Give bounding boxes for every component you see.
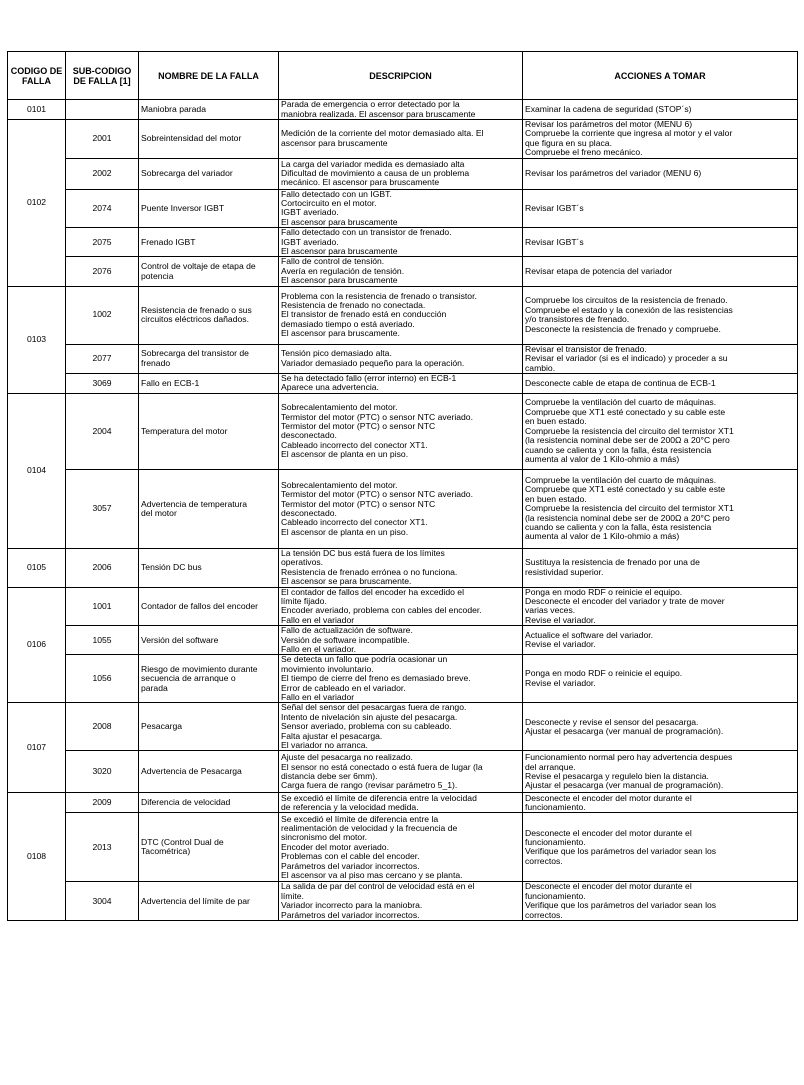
fault-name-cell: Sobrecarga del variador xyxy=(139,158,279,189)
table-row xyxy=(8,120,798,159)
fault-name-cell: Maniobra parada xyxy=(139,100,279,120)
fault-name-cell: Diferencia de velocidad xyxy=(139,793,279,813)
fault-code-cell: 0101 xyxy=(8,100,66,120)
actions-cell: Ponga en modo RDF o reinicie el equipo. Revise el variador. xyxy=(523,655,798,703)
subcode-cell: 2076 xyxy=(66,257,139,286)
subcode-cell: 2013 xyxy=(66,813,139,882)
actions-cell: Compruebe la ventilación del cuarto de máquinas. Compruebe que XT1 esté conectado y su cable este en buen estado. Compruebe la resistencia del circuito del termistor XT1 (la resistencia nominal debe ser de 200Ω a 20°C pero cuando se calienta y con la falla, ésta resistencia aumenta al valor de 1 Kilo-ohmio a más) xyxy=(523,393,798,469)
table-row xyxy=(8,286,798,344)
description-cell: Se ha detectado fallo (error interno) en ECB-1 Aparece una advertencia. xyxy=(279,373,523,393)
description-cell: Se detecta un fallo que podría ocasionar un movimiento involuntario. El tiempo de cierre del freno es demasiado breve. Error de cableado en el variador. Fallo en el variador xyxy=(279,655,523,703)
table-header xyxy=(8,52,798,100)
table-row xyxy=(8,189,798,228)
actions-cell: Revisar los parámetros del variador (MENU 6) xyxy=(523,158,798,189)
header-subcodigo: SUB-CODIGO DE FALLA [1] xyxy=(66,52,139,100)
subcode-cell: 2009 xyxy=(66,793,139,813)
actions-cell: Revisar el transistor de frenado. Revisar el variador (si es el indicado) y proceder a su cambio. xyxy=(523,344,798,373)
fault-code-cell: 0105 xyxy=(8,548,66,587)
description-cell: Problema con la resistencia de frenado o transistor. Resistencia de frenado no conectada. El transistor de frenado está en conducción demasiado tiempo o está averiado. El ascensor para bruscamente. xyxy=(279,286,523,344)
actions-cell: Compruebe la ventilación del cuarto de máquinas. Compruebe que XT1 esté conectado y su cable este en buen estado. Compruebe la resistencia del circuito del termistor XT1 (la resistencia nominal debe ser de 200Ω a 20°C pero cuando se calienta y con la falla, ésta resistencia aumenta al valor de 1 Kilo-ohmio a más) xyxy=(523,469,798,548)
fault-name-cell: Advertencia del límite de par xyxy=(139,882,279,921)
fault-name-cell: Pesacarga xyxy=(139,703,279,751)
actions-cell: Desconecte el encoder del motor durante el funcionamiento. Verifique que los parámetros del variador sean los correctos. xyxy=(523,882,798,921)
actions-cell: Desconecte cable de etapa de continua de ECB-1 xyxy=(523,373,798,393)
table-row xyxy=(8,393,798,469)
fault-name-cell: DTC (Control Dual de Tacométrica) xyxy=(139,813,279,882)
subcode-cell: 3069 xyxy=(66,373,139,393)
description-cell: La carga del variador medida es demasiado alta Dificultad de movimiento a causa de un problema mecánico. El ascensor para bruscamente xyxy=(279,158,523,189)
fault-code-table xyxy=(7,51,798,921)
fault-code-cell: 0104 xyxy=(8,393,66,548)
actions-cell: Revisar los parámetros del motor (MENU 6) Compruebe la corriente que ingresa al motor y el valor que figura en su placa. Compruebe el freno mecánico. xyxy=(523,120,798,159)
fault-name-cell: Versión del software xyxy=(139,626,279,655)
header-row xyxy=(8,52,798,100)
table-row xyxy=(8,469,798,548)
subcode-cell: 2077 xyxy=(66,344,139,373)
table-row xyxy=(8,373,798,393)
description-cell: Parada de emergencia o error detectado por la maniobra realizada. El ascensor para bruscamente xyxy=(279,100,523,120)
subcode-cell xyxy=(66,100,139,120)
actions-cell: Desconecte el encoder del motor durante el funcionamiento. Verifique que los parámetros del variador sean los correctos. xyxy=(523,813,798,882)
subcode-cell: 3004 xyxy=(66,882,139,921)
subcode-cell: 2004 xyxy=(66,393,139,469)
fault-name-cell: Control de voltaje de etapa de potencia xyxy=(139,257,279,286)
description-cell: Fallo detectado con un IGBT. Cortocircuito en el motor. IGBT averiado. El ascensor para bruscamente xyxy=(279,189,523,228)
fault-name-cell: Riesgo de movimiento durante secuencia de arranque o parada xyxy=(139,655,279,703)
actions-cell: Compruebe los circuitos de la resistencia de frenado. Compruebe el estado y la conexión de las resistencias y/o transistores de frenado. Desconecte la resistencia de frenado y compruebe. xyxy=(523,286,798,344)
actions-cell: Actualice el software del variador. Revise el variador. xyxy=(523,626,798,655)
table-row xyxy=(8,344,798,373)
description-cell: Fallo de control de tensión. Avería en regulación de tensión. El ascensor para bruscamente xyxy=(279,257,523,286)
actions-cell: Ponga en modo RDF o reinicie el equipo. Desconecte el encoder del variador y trate de mover varias veces. Revise el variador. xyxy=(523,587,798,626)
table-body xyxy=(8,100,798,921)
subcode-cell: 2074 xyxy=(66,189,139,228)
table-row xyxy=(8,703,798,751)
header-descripcion: DESCRIPCION xyxy=(279,52,523,100)
fault-name-cell: Contador de fallos del encoder xyxy=(139,587,279,626)
fault-name-cell: Fallo en ECB-1 xyxy=(139,373,279,393)
fault-name-cell: Advertencia de Pesacarga xyxy=(139,751,279,793)
actions-cell: Revisar etapa de potencia del variador xyxy=(523,257,798,286)
description-cell: La salida de par del control de velocidad está en el límite. Variador incorrecto para la maniobra. Parámetros del variador incorrectos. xyxy=(279,882,523,921)
table-row xyxy=(8,793,798,813)
table-row xyxy=(8,626,798,655)
subcode-cell: 2008 xyxy=(66,703,139,751)
subcode-cell: 2002 xyxy=(66,158,139,189)
table-row xyxy=(8,751,798,793)
description-cell: Medición de la corriente del motor demasiado alta. El ascensor para bruscamente xyxy=(279,120,523,159)
table-row xyxy=(8,158,798,189)
table-row xyxy=(8,587,798,626)
description-cell: Señal del sensor del pesacargas fuera de rango. Intento de nivelación sin ajuste del pesacarga. Sensor averiado, problema con su cableado. Falta ajustar el pesacarga. El variador no arranca. xyxy=(279,703,523,751)
description-cell: Fallo detectado con un transistor de frenado. IGBT averiado. El ascensor para bruscamente xyxy=(279,228,523,257)
subcode-cell: 1001 xyxy=(66,587,139,626)
actions-cell: Revisar IGBT´s xyxy=(523,228,798,257)
fault-name-cell: Advertencia de temperatura del motor xyxy=(139,469,279,548)
fault-code-cell: 0106 xyxy=(8,587,66,703)
description-cell: Se excedió el límite de diferencia entre la realimentación de velocidad y la frecuencia de sincronismo del motor. Encoder del motor averiado. Problemas con el cable del encoder. Parámetros del variador incorrectos. El ascensor va al piso mas cercano y se planta. xyxy=(279,813,523,882)
fault-code-cell: 0108 xyxy=(8,793,66,921)
table-row xyxy=(8,257,798,286)
fault-name-cell: Puente Inversor IGBT xyxy=(139,189,279,228)
actions-cell: Desconecte el encoder del motor durante el funcionamiento. xyxy=(523,793,798,813)
subcode-cell: 2075 xyxy=(66,228,139,257)
table-row xyxy=(8,228,798,257)
table-row xyxy=(8,548,798,587)
table-row xyxy=(8,100,798,120)
table-row xyxy=(8,655,798,703)
subcode-cell: 1002 xyxy=(66,286,139,344)
table-row xyxy=(8,813,798,882)
header-codigo: CODIGO DE FALLA xyxy=(8,52,66,100)
table-row xyxy=(8,882,798,921)
header-nombre: NOMBRE DE LA FALLA xyxy=(139,52,279,100)
description-cell: Fallo de actualización de software. Versión de software incompatible. Fallo en el variador. xyxy=(279,626,523,655)
fault-name-cell: Sobrecarga del transistor de frenado xyxy=(139,344,279,373)
fault-code-cell: 0102 xyxy=(8,120,66,287)
fault-name-cell: Resistencia de frenado o sus circuitos eléctricos dañados. xyxy=(139,286,279,344)
actions-cell: Revisar IGBT´s xyxy=(523,189,798,228)
fault-name-cell: Temperatura del motor xyxy=(139,393,279,469)
subcode-cell: 2001 xyxy=(66,120,139,159)
description-cell: Sobrecalentamiento del motor. Termistor del motor (PTC) o sensor NTC averiado. Termistor del motor (PTC) o sensor NTC desconectado. Cableado incorrecto del conector XT1. El ascensor de planta en un piso. xyxy=(279,393,523,469)
fault-code-cell: 0103 xyxy=(8,286,66,393)
actions-cell: Sustituya la resistencia de frenado por una de resistividad superior. xyxy=(523,548,798,587)
fault-name-cell: Sobreintensidad del motor xyxy=(139,120,279,159)
header-acciones: ACCIONES A TOMAR xyxy=(523,52,798,100)
description-cell: El contador de fallos del encoder ha excedido el límite fijado. Encoder averiado, problema con cables del encoder. Fallo en el variador xyxy=(279,587,523,626)
actions-cell: Examinar la cadena de seguridad (STOP´s) xyxy=(523,100,798,120)
description-cell: Se excedió el límite de diferencia entre la velocidad de referencia y la velocidad medida. xyxy=(279,793,523,813)
fault-name-cell: Tensión DC bus xyxy=(139,548,279,587)
description-cell: Tensión pico demasiado alta. Variador demasiado pequeño para la operación. xyxy=(279,344,523,373)
fault-name-cell: Frenado IGBT xyxy=(139,228,279,257)
fault-code-cell: 0107 xyxy=(8,703,66,793)
actions-cell: Desconecte y revise el sensor del pesacarga. Ajustar el pesacarga (ver manual de programación). xyxy=(523,703,798,751)
description-cell: Sobrecalentamiento del motor. Termistor del motor (PTC) o sensor NTC averiado. Termistor del motor (PTC) o sensor NTC desconectado. Cableado incorrecto del conector XT1. El ascensor de planta en un piso. xyxy=(279,469,523,548)
subcode-cell: 3057 xyxy=(66,469,139,548)
subcode-cell: 3020 xyxy=(66,751,139,793)
subcode-cell: 1055 xyxy=(66,626,139,655)
subcode-cell: 2006 xyxy=(66,548,139,587)
description-cell: La tensión DC bus está fuera de los límites operativos. Resistencia de frenado errónea o no funciona. El ascensor se para bruscamente. xyxy=(279,548,523,587)
description-cell: Ajuste del pesacarga no realizado. El sensor no está conectado o está fuera de lugar (la distancia debe ser 6mm). Carga fuera de rango (revisar parámetro 5_1). xyxy=(279,751,523,793)
actions-cell: Funcionamiento normal pero hay advertencia despues del arranque. Revise el pesacarga y regulelo bien la distancia. Ajustar el pesacarga (ver manual de programación). xyxy=(523,751,798,793)
subcode-cell: 1056 xyxy=(66,655,139,703)
